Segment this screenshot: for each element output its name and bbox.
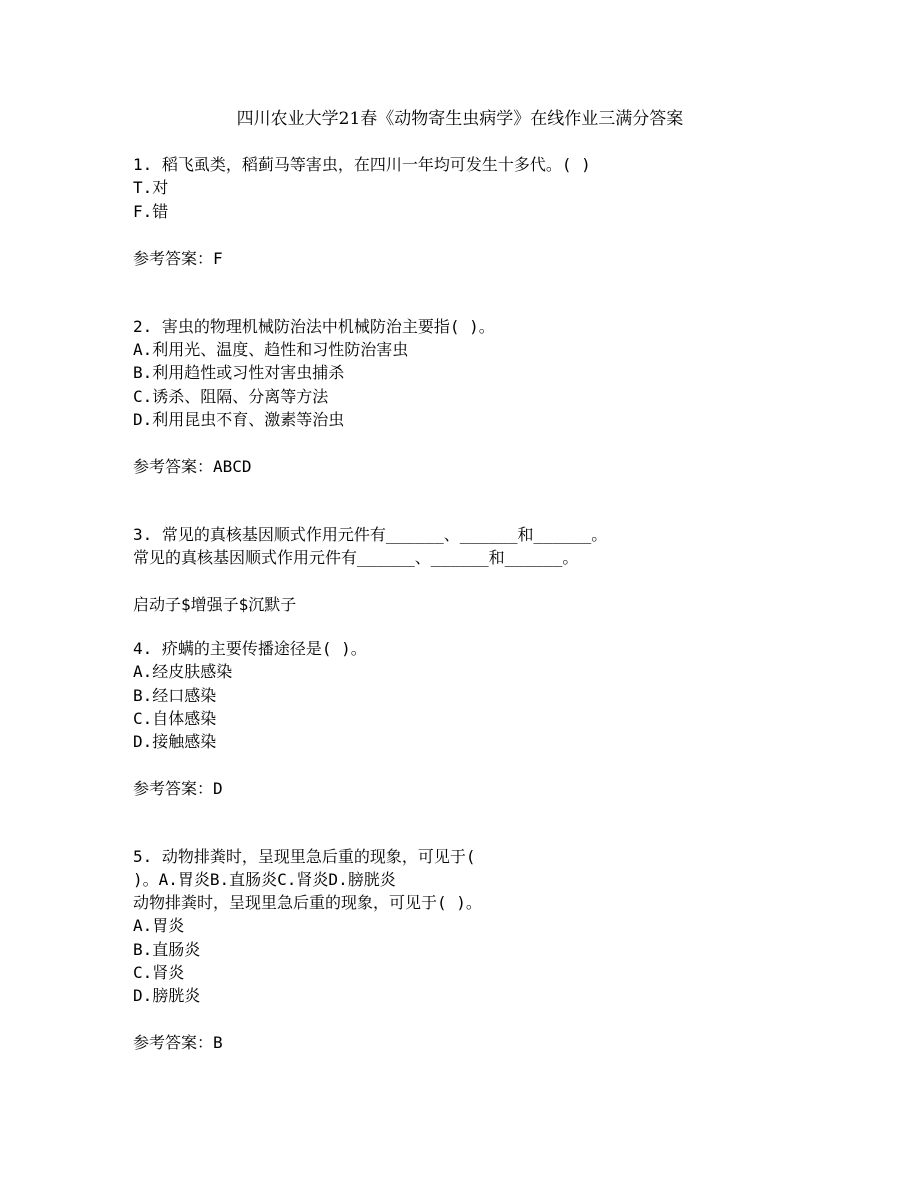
question-5-option-c: C.肾炎 — [133, 963, 185, 982]
question-3-answer: 启动子$增强子$沉默子 — [133, 595, 297, 614]
question-4-option-d: D.接触感染 — [133, 732, 217, 751]
question-2-option-d: D.利用昆虫不育、激素等治虫 — [133, 410, 345, 429]
question-5-option-b: B.直肠炎 — [133, 940, 201, 959]
question-1-option-t: T.对 — [133, 178, 169, 197]
question-4-option-b: B.经口感染 — [133, 686, 217, 705]
question-5-option-a: A.胃炎 — [133, 916, 185, 935]
question-4-option-c: C.自体感染 — [133, 709, 217, 728]
question-4-stem: 4. 疥螨的主要传播途径是( )。 — [133, 639, 367, 658]
question-1-option-f: F.错 — [133, 202, 169, 221]
question-4-answer: 参考答案：D — [133, 779, 223, 798]
question-5-stem: 5. 动物排粪时，呈现里急后重的现象，可见于( — [133, 847, 476, 866]
question-3-stem: 3. 常见的真核基因顺式作用元件有______、______和______。 — [133, 525, 608, 544]
question-5-option-d: D.膀胱炎 — [133, 986, 201, 1005]
question-4-option-a: A.经皮肤感染 — [133, 662, 233, 681]
question-2-option-c: C.诱杀、阻隔、分离等方法 — [133, 387, 329, 406]
question-2-option-a: A.利用光、温度、趋性和习性防治害虫 — [133, 340, 409, 359]
question-1-stem: 1. 稻飞虱类，稻蓟马等害虫，在四川一年均可发生十多代。( ) — [133, 155, 591, 174]
question-2-stem: 2. 害虫的物理机械防治法中机械防治主要指( )。 — [133, 317, 495, 336]
question-5-stem-repeat: 动物排粪时，呈现里急后重的现象，可见于( )。 — [133, 893, 482, 912]
question-3-stem-repeat: 常见的真核基因顺式作用元件有______、______和______。 — [133, 548, 579, 567]
question-2-option-b: B.利用趋性或习性对害虫捕杀 — [133, 363, 345, 382]
document-title: 四川农业大学21春《动物寄生虫病学》在线作业三满分答案 — [236, 109, 684, 129]
question-5-answer: 参考答案：B — [133, 1033, 223, 1052]
question-2-answer: 参考答案：ABCD — [133, 457, 252, 476]
question-1-answer: 参考答案：F — [133, 249, 223, 268]
question-5-stem-continued: )。A.胃炎B.直肠炎C.肾炎D.膀胱炎 — [133, 870, 396, 889]
